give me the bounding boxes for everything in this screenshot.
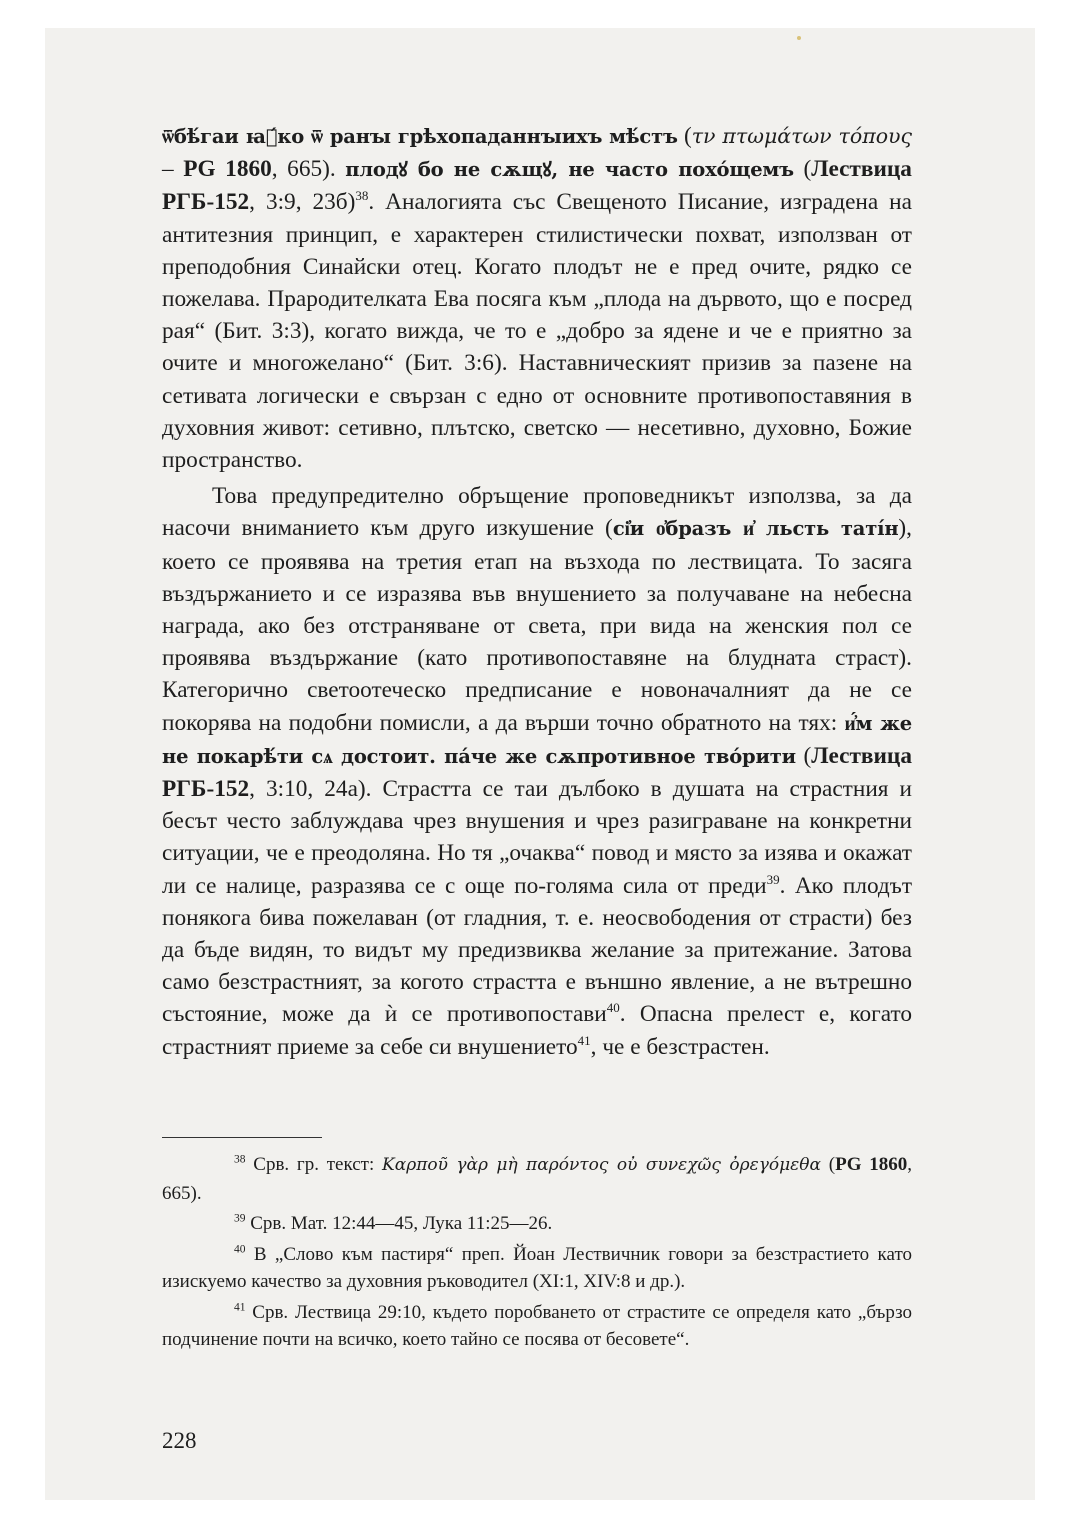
footnote-39 <box>162 1210 912 1238</box>
footnote-number: 39 <box>234 1212 246 1225</box>
greek-quote: τν πτωμάτων τόπους <box>691 124 912 148</box>
footnote-number: 40 <box>234 1243 246 1256</box>
footnote-marker: 40 <box>606 1000 620 1016</box>
text-run: Това предупредително обръщение проповедникът използва, за да насочи вниманието към друго изкушение ( <box>162 483 912 542</box>
decorative-dot <box>797 36 801 40</box>
text-run: , 665). <box>162 1154 912 1204</box>
page-number: 228 <box>162 1428 197 1453</box>
text-run: , 665). <box>271 156 346 183</box>
text-run: ( <box>793 156 812 183</box>
text-run: – <box>162 156 184 183</box>
church-slavonic-quote: сі҆и о҆бразъ и҆ льсть татíн <box>612 517 899 541</box>
text-run: Срв. гр. текст: <box>245 1154 383 1175</box>
source-reference: PG 1860 <box>183 156 272 183</box>
footnote-text: Срв. Мат. 12:44—45, Лука 11:25—26. <box>245 1213 553 1234</box>
church-slavonic-quote: плодꙋ бо не сѫщꙋ, не часто похо́щемъ <box>345 158 794 182</box>
footnote-marker: 38 <box>355 188 369 204</box>
text-run: , 3:9, 23б) <box>249 189 356 216</box>
footnote-marker: 39 <box>766 871 780 887</box>
source-reference: PG 1860 <box>835 1154 908 1175</box>
text-run: . Опасна прелест е, когато страстният приеме за себе си внушението <box>162 1001 912 1060</box>
footnote-number: 38 <box>234 1153 246 1166</box>
text-run: . Аналогията със Свещеното Писание, изградена на антитезния принцип, е характерен стилистически похват, използван от преподобния Синайски отец. Когато плодът не е пред очите, рядко се пожелава. Прародителката Ева посяга към „плода на дървото, що е посред рая“ (Бит. 3:3), когато вижда, че то е „добро за ядене и че е приятно за очите и многожелано“ (Бит. 3:6). Наставническият призив за пазене на сетивата логически е свързан с едно от основните противопоставяния в духовния живот: сетивно, плътско, светско — несетивно, духовно, Божие пространство. <box>162 189 912 474</box>
main-text <box>162 120 912 1063</box>
church-slavonic-quote: ѿбѣ́гаи ꙗ҆́ко ѿ ранꙑ грѣхопаданнꙑихъ мѣ́стъ <box>162 125 678 148</box>
greek-quote: Καρποῦ γὰρ μὴ παρόντος οὐ συνεχῶς ὀρεγόμεθα <box>382 1155 821 1175</box>
footnote-40 <box>162 1241 912 1296</box>
text-run: . Ако плодът понякога бива пожелаван (от гладния, т. е. неосвободения от страсти) без да бъде видян, то видът му предизвиква желание за притежание. Затова само безстрастният, за когото страстта е външно явление, а не вътрешно състояние, може да ѝ се противопостави <box>162 872 913 1028</box>
text-run: , 3:10, 24а). Страстта се таи дълбоко в душата на страстния и бесът често заблуждава чрез внушения и чрез разиграване на конкретни ситуации, че е преодоляна. Но тя „очаква“ повод и място за изява и окажат ли се налице, разразява се с още по-голяма сила от преди <box>162 776 912 899</box>
text-run: ( <box>820 1154 836 1175</box>
footnote-separator <box>162 1137 322 1138</box>
footnote-text: Срв. Лествица 29:10, където поробването от страстите се определя като „бързо подчинение почти на всичко, което тайно се посява от бесовете“. <box>162 1301 912 1350</box>
footnote-38 <box>162 1151 912 1207</box>
footnote-marker: 41 <box>577 1032 591 1048</box>
source-reference: Лествица РГБ-152 <box>162 742 912 803</box>
footnote-text: В „Слово към пастиря“ преп. Йоан Лествичник говори за безстрастието като изискуемо качество за духовния ръководител (XI:1, XIV:8 и др.). <box>162 1243 912 1292</box>
paragraph-1 <box>162 120 912 476</box>
source-reference: Лествица РГБ-152 <box>162 156 912 216</box>
footnotes <box>162 1151 912 1357</box>
text-run: ( <box>677 123 692 149</box>
footnote-number: 41 <box>234 1301 246 1314</box>
footnote-41 <box>162 1299 912 1354</box>
text-run: ), което се проявява на третия етап на възхода по лествицата. То засяга въздържанието и се изразява във внушението за получаване на небесна награда, ако без отстраняване от света, при вида на женския пол се проявява въздържание (като противопоставяне на блудната страст). Категорично светоотеческо предписание е новоначалният да не се покорява на подобни помисли, а да върши точно обратното на тях: <box>162 515 912 736</box>
paragraph-2 <box>162 480 912 1063</box>
text-run: , че е безстрастен. <box>590 1033 770 1060</box>
church-slavonic-quote: и҆́м же не покарѣ́ти сѧ достоит. па́че же сѫпротивное тво́рити <box>162 711 912 768</box>
text-run: ( <box>795 742 812 769</box>
